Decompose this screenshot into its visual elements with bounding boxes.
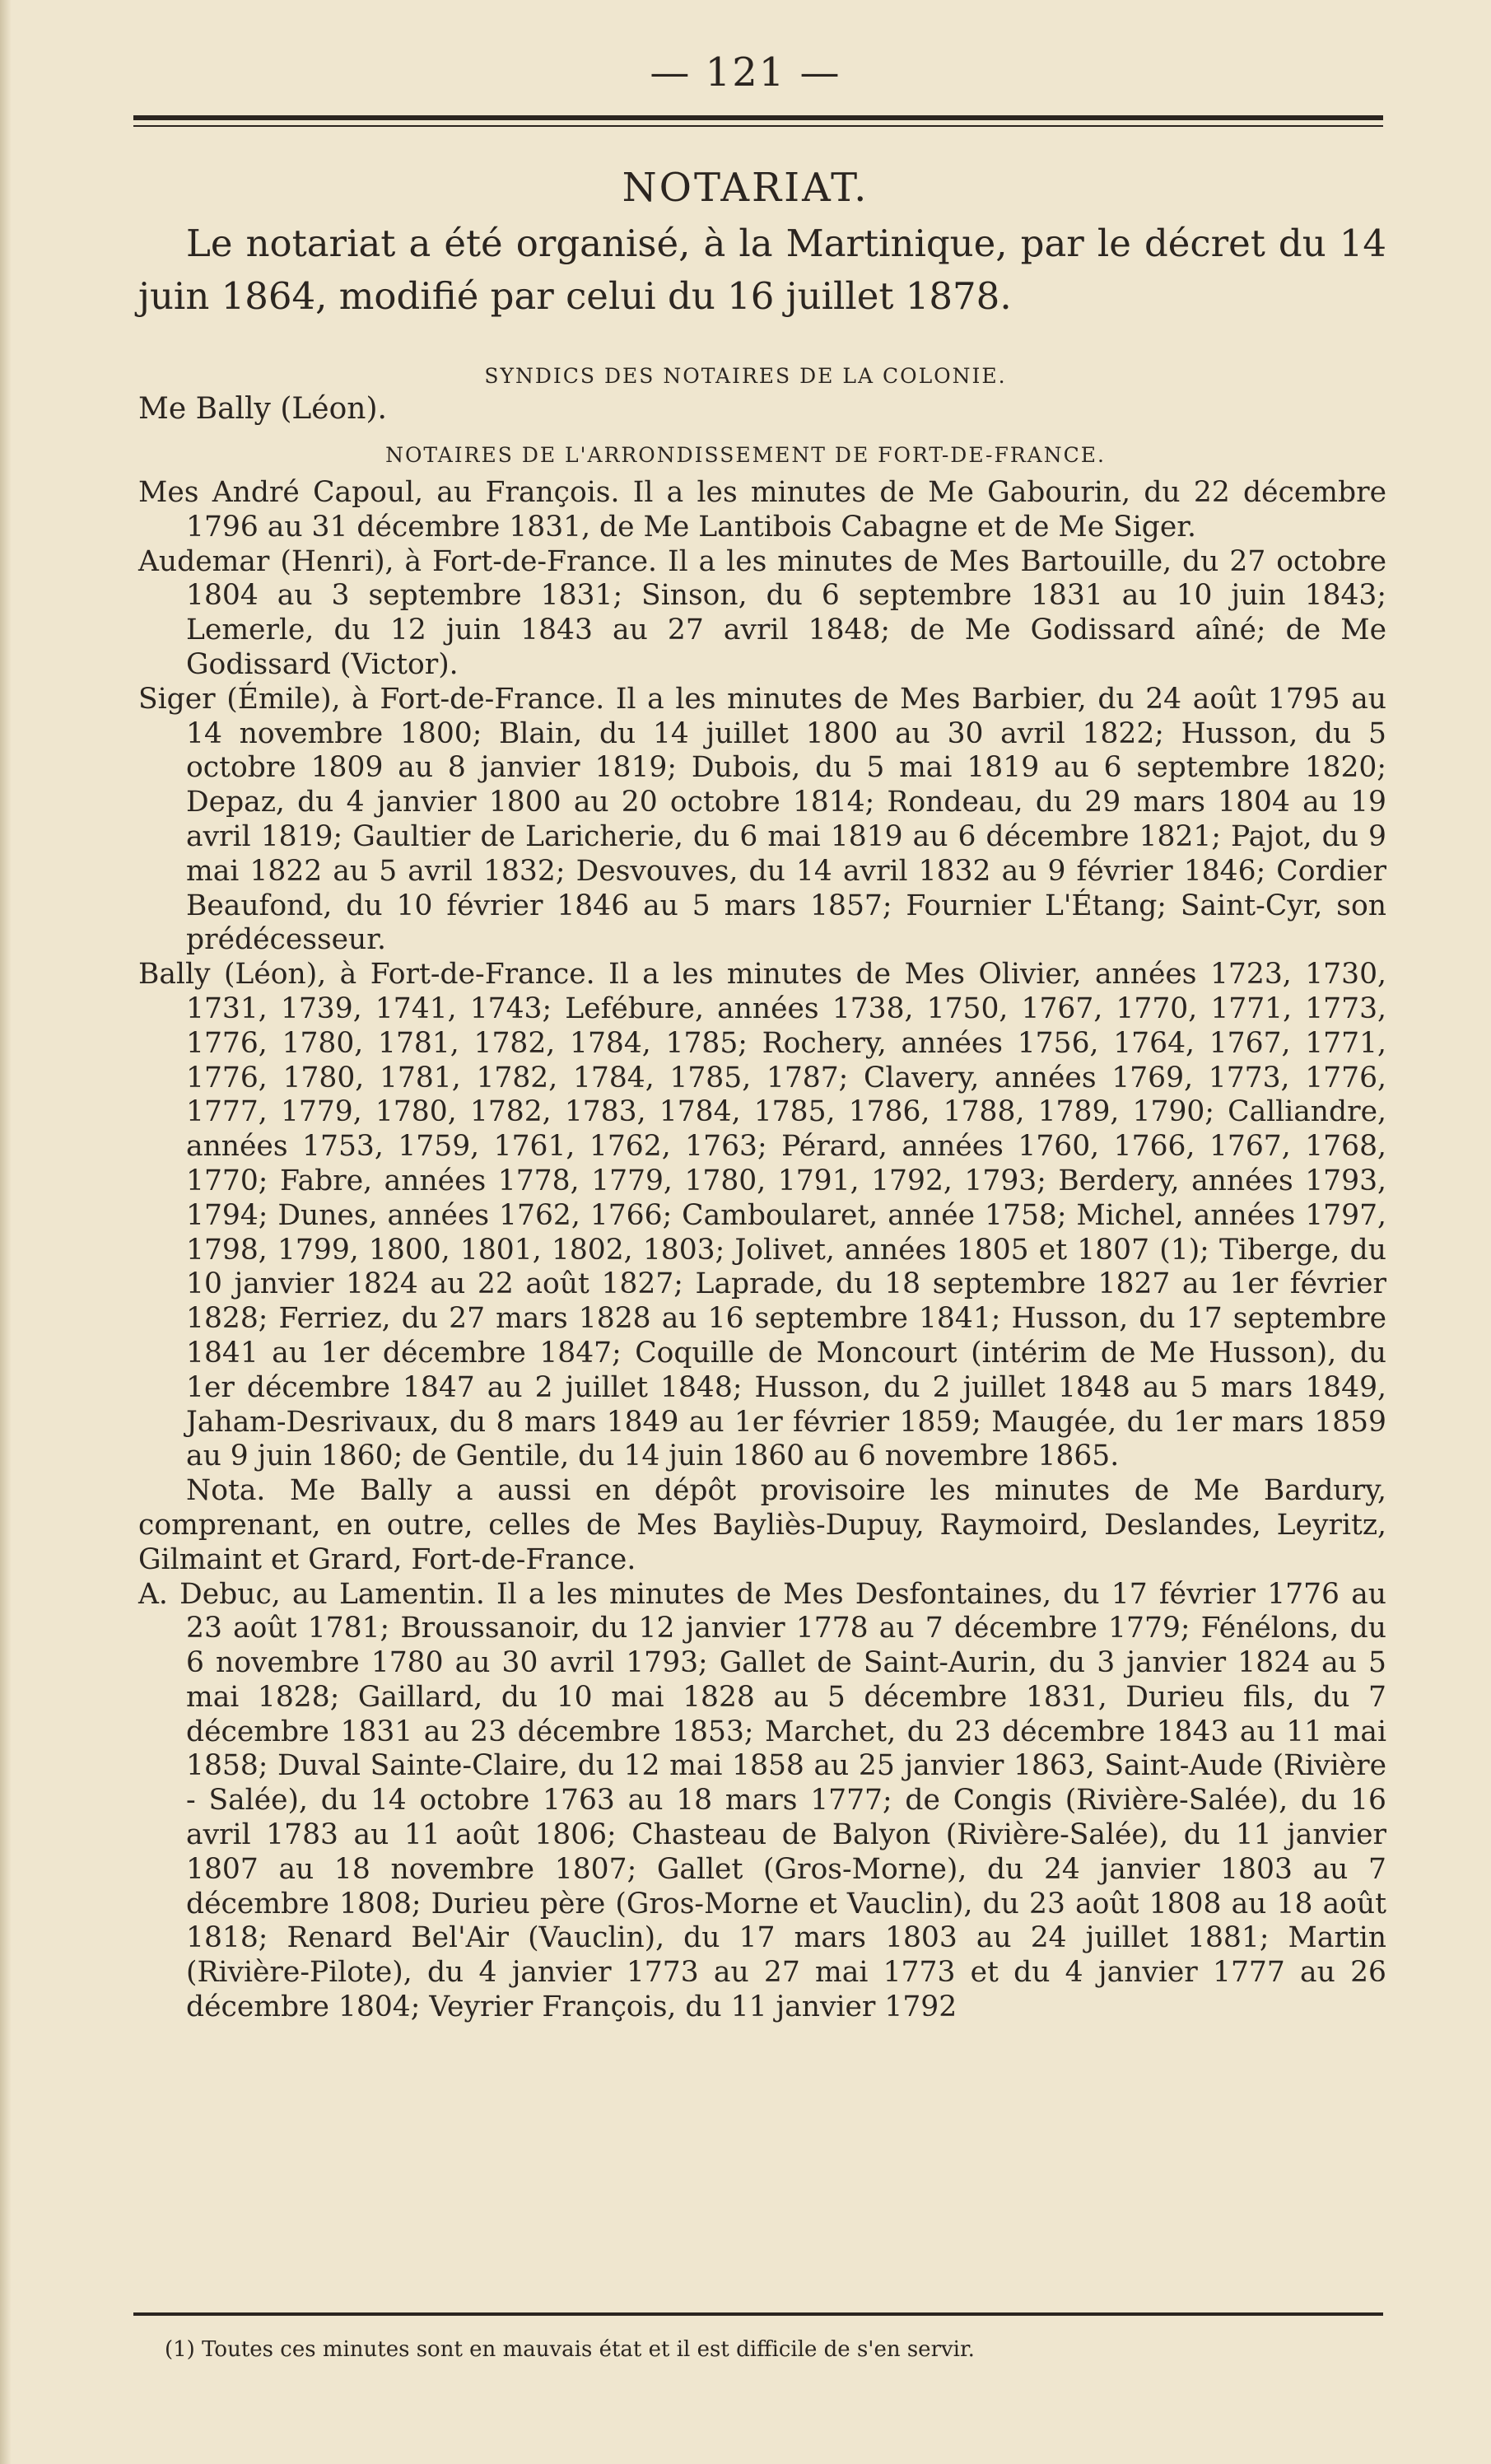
entry-siger: Siger (Émile), à Fort-de-France. Il a les minutes de Mes Barbier, du 24 août 1795 au 14 novembre 1800; Blain, du 14 juillet 1800 au 30 avril 1822; Husson, du 5 octobre 1809 au 8 janvier 1819; Dubois, du 5 mai 1819 au 6 septembre 1820; Depaz, du 4 janvier 1800 au 20 octobre 1814; Rondeau, du 29 mars 1804 au 19 avril 1819; Gaultier de Laricherie, du 6 mai 1819 au 6 décembre 1821; Pajot, du 9 mai 1822 au 5 avril 1832; Desvouves, du 14 avril 1832 au 9 février 1846; Cordier Beaufond, du 10 février 1846 au 5 mars 1857; Fournier L'Étang; Saint-Cyr, son prédécesseur. <box>138 682 1386 957</box>
section-title: NOTARIAT. <box>622 165 869 211</box>
footnote: (1) Toutes ces minutes sont en mauvais état et il est difficile de s'en servir. <box>165 2337 975 2362</box>
page-number: — 121 — <box>650 49 841 96</box>
entry-debuc: A. Debuc, au Lamentin. Il a les minutes de Mes Desfontaines, du 17 février 1776 au 23 août 1781; Broussanoir, du 12 janvier 1778 au 7 décembre 1779; Fénélons, du 6 novembre 1780 au 30 avril 1793; Gallet de Saint-Aurin, du 3 janvier 1824 au 5 mai 1828; Gaillard, du 10 mai 1828 au 5 décembre 1831, Durieu fils, du 7 décembre 1831 au 23 décembre 1853; Marchet, du 23 décembre 1843 au 11 mai 1858; Duval Sainte-Claire, du 12 mai 1858 au 25 janvier 1863, Saint-Aude (Rivière - Salée), du 14 octobre 1763 au 18 mars 1777; de Congis (Rivière-Salée), du 16 avril 1783 au 11 août 1806; Chasteau de Balyon (Rivière-Salée), du 11 janvier 1807 au 18 novembre 1807; Gallet (Gros-Morne), du 24 janvier 1803 au 7 décembre 1808; Durieu père (Gros-Morne et Vauclin), du 23 août 1808 au 18 août 1818; Renard Bel'Air (Vauclin), du 17 mars 1803 au 24 juillet 1881; Martin (Rivière-Pilote), du 4 janvier 1773 au 27 mai 1773 et du 4 janvier 1777 au 26 décembre 1804; Veyrier François, du 11 janvier 1792 <box>138 1577 1386 2024</box>
intro-paragraph: Le notariat a été organisé, à la Martinique, par le décret du 14 juin 1864, modifié par celui du 16 juillet 1878. <box>138 222 1386 318</box>
entry-audemar: Audemar (Henri), à Fort-de-France. Il a les minutes de Mes Bartouille, du 27 octobre 1804 au 3 septembre 1831; Sinson, du 6 septembre 1831 au 10 juin 1843; Lemerle, du 12 juin 1843 au 27 avril 1848; de Me Godissard aîné; de Me Godissard (Victor). <box>138 544 1386 681</box>
header-rule-thick <box>133 115 1383 120</box>
entry-capoul: Mes André Capoul, au François. Il a les minutes de Me Gabourin, du 22 décembre 1796 au 31 décembre 1831, de Me Lantibois Cabagne et de Me Siger. <box>138 476 1386 544</box>
arrondissement-heading: NOTAIRES DE L'ARRONDISSEMENT DE FORT-DE-FRANCE. <box>385 443 1106 467</box>
entry-nota: Nota. Me Bally a aussi en dépôt provisoire les minutes de Me Bardury, comprenant, en outre, celles de Mes Bayliès-Dupuy, Raymoird, Deslandes, Leyritz, Gilmaint et Grard, Fort-de-France. <box>138 1474 1386 1576</box>
notary-entries <box>138 476 1386 2025</box>
entry-bally: Bally (Léon), à Fort-de-France. Il a les minutes de Mes Olivier, années 1723, 1730, 1731, 1739, 1741, 1743; Lefébure, années 1738, 1750, 1767, 1770, 1771, 1773, 1776, 1780, 1781, 1782, 1784, 1785; Rochery, années 1756, 1764, 1767, 1771, 1776, 1780, 1781, 1782, 1784, 1785, 1787; Clavery, années 1769, 1773, 1776, 1777, 1779, 1780, 1782, 1783, 1784, 1785, 1786, 1788, 1789, 1790; Calliandre, années 1753, 1759, 1761, 1762, 1763; Pérard, années 1760, 1766, 1767, 1768, 1770; Fabre, années 1778, 1779, 1780, 1791, 1792, 1793; Berdery, années 1793, 1794; Dunes, années 1762, 1766; Camboularet, année 1758; Michel, années 1797, 1798, 1799, 1800, 1801, 1802, 1803; Jolivet, années 1805 et 1807 (1); Tiberge, du 10 janvier 1824 au 22 août 1827; Laprade, du 18 septembre 1827 au 1er février 1828; Ferriez, du 27 mars 1828 au 16 septembre 1841; Husson, du 17 septembre 1841 au 1er décembre 1847; Coquille de Moncourt (intérim de Me Husson), du 1er décembre 1847 au 2 juillet 1848; Husson, du 2 juillet 1848 au 5 mars 1849, Jaham-Desrivaux, du 8 mars 1849 au 1er février 1859; Maugée, du 1er mars 1859 au 9 juin 1860; de Gentile, du 14 juin 1860 au 6 novembre 1865. <box>138 958 1386 1473</box>
syndic-name: Me Bally (Léon). <box>138 392 387 426</box>
footnote-rule <box>133 2312 1383 2316</box>
header-rule-thin <box>133 125 1383 127</box>
syndics-heading: SYNDICS DES NOTAIRES DE LA COLONIE. <box>484 364 1007 388</box>
